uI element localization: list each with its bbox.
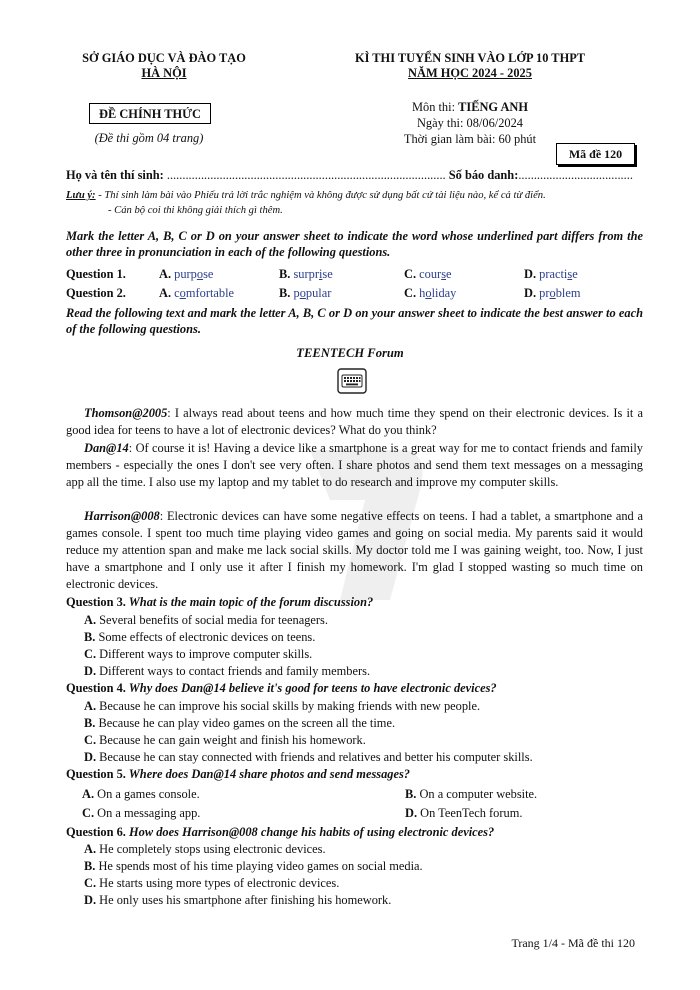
question-6 — [66, 824, 646, 841]
q4-option-a[interactable]: A. Because he can improve his social skills by making friends with new people. — [84, 699, 481, 713]
q6-option-a[interactable]: A. He completely stops using electronic devices. — [84, 842, 326, 856]
q6-option-d[interactable]: D. He only uses his smartphone after finishing his homework. — [84, 893, 392, 907]
exam-title: KÌ THI TUYỂN SINH VÀO LỚP 10 THPT — [354, 51, 586, 65]
q1-option-b[interactable]: B. surprise — [279, 267, 333, 281]
time-line: Thời gian làm bài: 60 phút — [403, 132, 537, 146]
question-4 — [66, 680, 646, 697]
header-left — [44, 51, 284, 81]
question-label: Question 4. — [66, 681, 126, 695]
q3-option-c[interactable]: C. Different ways to improve computer skills. — [84, 647, 313, 661]
forum-post-dan — [66, 440, 643, 491]
section2-instruction: Read the following text and mark the letter A, B, C or D on your answer sheet to indicate the best answer to each of the following questions. — [66, 306, 643, 336]
post-text: : I always read about teens and how much time they spend on their electronic devices. Is it a good idea for teens to have a lot of electronic devices? What do you think? — [66, 406, 643, 437]
question-5 — [66, 766, 646, 783]
subject-info — [300, 99, 640, 147]
q2-option-c[interactable]: C. holiday — [404, 286, 457, 300]
question-1 — [66, 265, 646, 283]
keyboard-icon — [337, 368, 367, 394]
header-right — [300, 51, 640, 81]
q3-option-a[interactable]: A. Several benefits of social media for teenagers. — [84, 613, 328, 627]
date-line: Ngày thi: 08/06/2024 — [416, 116, 523, 130]
q5-option-b[interactable]: B. On a computer website. — [405, 787, 538, 801]
subject-label: Môn thi: — [411, 100, 459, 114]
post-author: Dan@14 — [84, 441, 129, 455]
note-text1: - Thí sinh làm bài vào Phiếu trả lời trắc nghiệm và không được sử dụng bất cứ tài liệu nào, kể cả từ điển. — [95, 190, 546, 201]
question-label: Question 3. — [66, 595, 126, 609]
q3-option-b[interactable]: B. Some effects of electronic devices on teens. — [84, 630, 316, 644]
q3-option-d[interactable]: D. Different ways to contact friends and family members. — [84, 664, 371, 678]
post-text: : Of course it is! Having a device like a smartphone is a great way for me to contact friends and family members - especially the ones I don't see very often. I share photos and send them text messages on a messaging app all the time. I also use my laptop and my tablet to do research and improve my computer skills. — [66, 441, 643, 489]
q1-option-a[interactable]: A. purpose — [159, 267, 214, 281]
q4-option-c[interactable]: C. Because he can gain weight and finish his homework. — [84, 733, 366, 747]
forum-post-harrison — [66, 508, 643, 593]
q5-option-a[interactable]: A. On a games console. — [82, 787, 200, 801]
name-label: Họ và tên thí sinh: — [66, 168, 164, 182]
forum-post-thomson — [66, 405, 643, 439]
q6-option-b[interactable]: B. He spends most of his time playing video games on social media. — [84, 859, 423, 873]
question-label: Question 5. — [66, 767, 126, 781]
name-dots[interactable]: .......................................................................................... — [163, 168, 446, 182]
q2-option-b[interactable]: B. popular — [279, 286, 332, 300]
note-line2: - Cán bộ coi thi không giải thích gì thêm. — [108, 205, 283, 216]
pages-note: (Đề thi gồm 04 trang) — [94, 131, 204, 145]
question-2 — [66, 284, 646, 302]
q6-option-c[interactable]: C. He starts using more types of electronic devices. — [84, 876, 340, 890]
note-line1 — [66, 190, 546, 201]
official-label: ĐỀ CHÍNH THỨC — [89, 103, 211, 124]
post-author: Harrison@008 — [84, 509, 160, 523]
page-footer: Trang 1/4 - Mã đề thi 120 — [511, 936, 635, 950]
question-text: How does Harrison@008 change his habits of using electronic devices? — [125, 825, 495, 839]
exam-code-box: Mã đề 120 — [556, 143, 635, 165]
dept-line1: SỞ GIÁO DỤC VÀ ĐÀO TẠO — [82, 51, 246, 65]
note-label: Lưu ý: — [66, 190, 96, 201]
id-dots[interactable]: ..................................... — [518, 168, 633, 182]
question-text: Where does Dan@14 share photos and send messages? — [125, 767, 410, 781]
question-label: Question 2. — [66, 286, 126, 300]
subject-value: TIẾNG ANH — [458, 100, 529, 114]
question-text: What is the main topic of the forum discussion? — [125, 595, 374, 609]
forum-title: TEENTECH Forum — [296, 346, 404, 360]
post-author: Thomson@2005 — [84, 406, 168, 420]
question-3 — [66, 594, 646, 611]
section1-instruction: Mark the letter A, B, C or D on your answer sheet to indicate the word whose underlined part differs from the other three in pronunciation in each of the following questions. — [66, 229, 643, 259]
q2-option-d[interactable]: D. problem — [524, 286, 581, 300]
dept-line2: HÀ NỘI — [141, 66, 187, 80]
question-label: Question 6. — [66, 825, 126, 839]
candidate-line — [66, 168, 636, 183]
question-label: Question 1. — [66, 267, 126, 281]
q2-option-a[interactable]: A. comfortable — [159, 286, 235, 300]
q5-option-c[interactable]: C. On a messaging app. — [82, 806, 201, 820]
id-label: Số báo danh: — [448, 168, 519, 182]
q4-option-d[interactable]: D. Because he can stay connected with friends and relatives and better his computer skills. — [84, 750, 533, 764]
school-year: NĂM HỌC 2024 - 2025 — [408, 66, 532, 80]
q1-option-c[interactable]: C. course — [404, 267, 452, 281]
q5-option-d[interactable]: D. On TeenTech forum. — [405, 806, 523, 820]
q1-option-d[interactable]: D. practise — [524, 267, 578, 281]
post-text: : Electronic devices can have some negative effects on teens. I had a tablet, a smartphone and a games console. I spent too much time playing video games and going on social media. My parents said it would reduce my attention span and make me lack social skills. My doctor told me I was gaining weight, too. Now, I just have a smartphone and I only use it after I finish my homework. I'm glad I stopped wasting so much time on electronic devices. — [66, 509, 643, 591]
q4-option-b[interactable]: B. Because he can play video games on the screen all the time. — [84, 716, 396, 730]
question-text: Why does Dan@14 believe it's good for teens to have electronic devices? — [125, 681, 497, 695]
